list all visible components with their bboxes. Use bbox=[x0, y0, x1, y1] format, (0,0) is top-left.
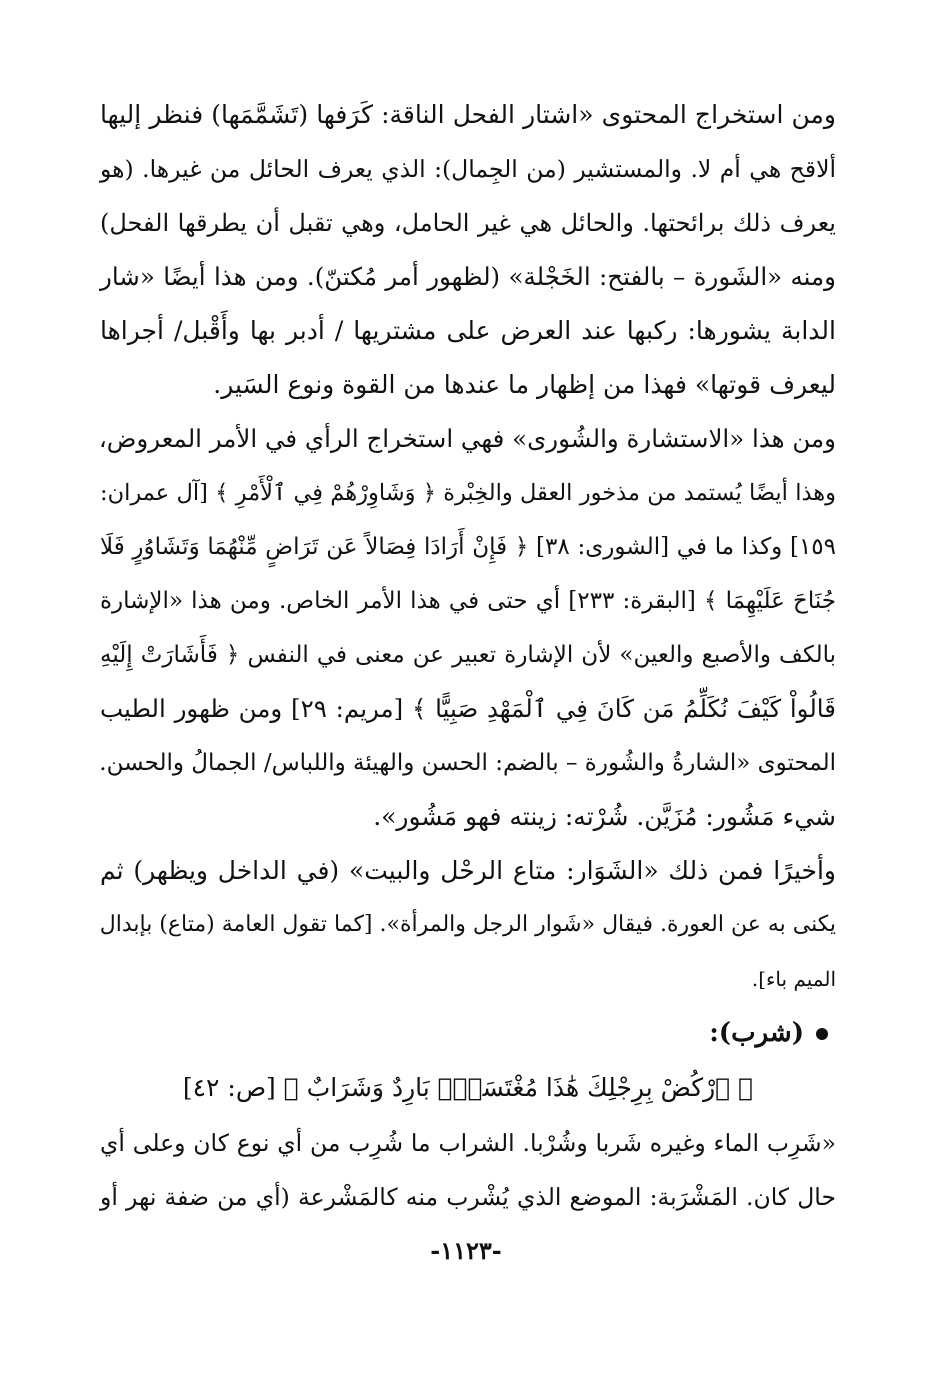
text-line: ومن استخراج المحتوى «اشتار الفحل الناقة: كَرَفها (تَشَمَّمَها) فنظر إليها bbox=[100, 100, 836, 129]
text-line: الدابة يشورها: ركبها عند العرض على مشتريها / أدبر بها وأَقْبل/ أجراها bbox=[100, 316, 836, 345]
text-line: يعرف ذلك برائحتها. والحائل هي غير الحامل، وهي تقبل أن يطرقها الفحل) bbox=[100, 209, 836, 237]
page-number: -١١٢٣- bbox=[430, 1236, 502, 1265]
text-line: «شَرِب الماء وغيره شَربا وشُرْبا. الشراب ما شُرِب من أي نوع كان وعلى أي bbox=[100, 1129, 836, 1157]
text-line: المحتوى «الشارةُ والشُورة – بالضم: الحسن والهيئة واللباس/ الجمالُ والحسن. bbox=[99, 750, 836, 776]
paragraph-2 bbox=[100, 412, 836, 844]
text-line: ١٥٩] وكذا ما في [الشورى: ٣٨] ﴿ فَإِنْ أَرَادَا فِصَالاً عَن تَرَاضٍ مِّنْهُمَا وَتَشَاوُرٍ فَلَا bbox=[100, 534, 837, 560]
text-line: ليعرف قوتها» فهذا من إظهار ما عندها من القوة ونوع السَير. bbox=[213, 370, 836, 399]
bullet-icon bbox=[816, 1028, 828, 1040]
page-body bbox=[100, 88, 836, 1224]
entry-heading-text: (شرب): bbox=[709, 1018, 804, 1048]
paragraph-3 bbox=[100, 844, 836, 1006]
paragraph-1 bbox=[100, 88, 836, 412]
entry-shrb bbox=[100, 1006, 836, 1224]
entry-heading bbox=[100, 1006, 836, 1060]
text-line: يكنى به عن العورة. فيقال «شَوار الرجل والمرأة». [كما تقول العامة (متاع) بإبدال bbox=[99, 912, 836, 937]
text-line: ومن هذا «الاستشارة والشُورى» فهي استخراج الرأي في الأمر المعروض، bbox=[98, 424, 836, 453]
text-line: ألاقح هي أم لا. والمستشير (من الجِمال): الذي يعرف الحائل من غيرها. (هو bbox=[100, 155, 836, 183]
text-line: وهذا أيضًا يُستمد من مذخور العقل والخِبْرة ﴿ وَشَاوِرْهُمْ فِي ٱلْأَمْرِ ﴾ [آل عمران: bbox=[100, 480, 836, 506]
text-line: وأخيرًا فمن ذلك «الشَوَار: متاع الرحْل والبيت» (في الداخل ويظهر) ثم bbox=[100, 856, 836, 885]
text-line: شيء مَشُور: مُزَيَّن. شُرْته: زينته فهو مَشُور». bbox=[373, 802, 836, 831]
text-line: الميم باء]. bbox=[751, 967, 836, 991]
text-line: بالكف والأصبع والعين» لأن الإشارة تعبير عن معنى في النفس ﴿ فَأَشَارَتْ إِلَيْهِ bbox=[100, 642, 836, 668]
text-line: قَالُواْ كَيْفَ نُكَلِّمُ مَن كَانَ فِي ٱلْمَهْدِ صَبِيًّا ﴾ [مريم: ٢٩] ومن ظهور الطيب bbox=[100, 694, 836, 723]
text-line: جُنَاحَ عَلَيْهِمَا ﴾ [البقرة: ٢٣٣] أي حتى في هذا الأمر الخاص. ومن هذا «الإشارة bbox=[100, 588, 837, 614]
text-line: حال كان. المَشْرَبة: الموضع الذي يُشْرب منه كالمَشْرعة (أي من ضفة نهر أو bbox=[100, 1183, 836, 1211]
quran-verse: ﴿ ٱرْكُضْ بِرِجْلِكَ هَٰذَا مُغْتَسَلٌۢ بَارِدٌ وَشَرَابٌ ﴾ [ص: ٤٢] bbox=[182, 1073, 754, 1102]
text-line: ومنه «الشَورة – بالفتح: الخَجْلة» (لظهور أمر مُكتنّ). ومن هذا أيضًا «شار bbox=[100, 262, 836, 291]
